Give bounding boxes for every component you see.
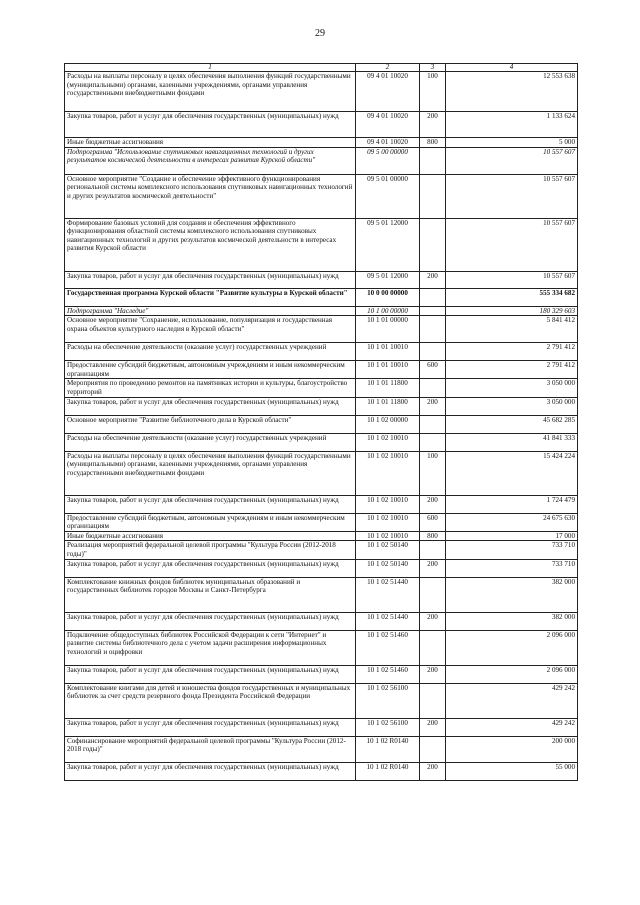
cell-type <box>420 306 446 316</box>
cell-code: 10 1 02 10010 <box>356 495 420 513</box>
cell-code: 10 1 02 10010 <box>356 531 420 541</box>
cell-amount: 12 553 638 <box>446 72 578 112</box>
cell-type <box>420 343 446 361</box>
cell-amount: 10 557 607 <box>446 218 578 271</box>
cell-type <box>420 147 446 174</box>
cell-type <box>420 577 446 612</box>
cell-amount: 17 000 <box>446 531 578 541</box>
table-row <box>65 495 578 513</box>
cell-code: 10 1 01 11800 <box>356 397 420 415</box>
table-row <box>65 379 578 397</box>
table-row <box>65 218 578 271</box>
cell-code: 10 1 02 51460 <box>356 665 420 683</box>
table-row <box>65 306 578 316</box>
cell-type: 200 <box>420 397 446 415</box>
cell-amount: 3 050 000 <box>446 397 578 415</box>
cell-name: Реализация мероприятий федеральной целевой программы "Культура России (2012-2018 годы)" <box>65 541 356 559</box>
cell-type: 800 <box>420 138 446 148</box>
cell-type <box>420 288 446 306</box>
cell-code: 10 0 00 00000 <box>356 288 420 306</box>
budget-table <box>64 63 578 781</box>
cell-amount: 41 841 333 <box>446 433 578 451</box>
cell-amount: 2 791 412 <box>446 343 578 361</box>
cell-name: Подпрограмма "Использование спутниковых навигационных технологий и других результатов космической деятельности в интересах развития Курской области" <box>65 147 356 174</box>
table-row <box>65 513 578 531</box>
cell-type <box>420 630 446 665</box>
cell-type: 200 <box>420 762 446 780</box>
cell-name: Расходы на выплаты персоналу в целях обеспечения выполнения функций государственными (муниципальными) органами, казенными учреждениями, органами управления государственными внебюджетными фондами <box>65 72 356 112</box>
table-body <box>65 72 578 781</box>
cell-type <box>420 174 446 218</box>
cell-name: Расходы на выплаты персоналу в целях обеспечения выполнения функций государственными (муниципальными) органами, казенными учреждениями, органами управления государственными внебюджетными фондами <box>65 451 356 495</box>
cell-type: 100 <box>420 72 446 112</box>
cell-code: 10 1 01 11800 <box>356 379 420 397</box>
table-row <box>65 397 578 415</box>
cell-type: 600 <box>420 361 446 379</box>
table-row <box>65 112 578 138</box>
table-row <box>65 316 578 343</box>
table-row <box>65 361 578 379</box>
cell-code: 10 1 02 10010 <box>356 451 420 495</box>
cell-name: Иные бюджетные ассигнования <box>65 138 356 148</box>
cell-name: Закупка товаров, работ и услуг для обеспечения государственных (муниципальных) нужд <box>65 718 356 736</box>
table-row <box>65 665 578 683</box>
cell-code: 10 1 02 56100 <box>356 718 420 736</box>
cell-code: 10 1 02 R0140 <box>356 736 420 762</box>
cell-code: 09 4 01 10020 <box>356 112 420 138</box>
cell-name: Закупка товаров, работ и услуг для обеспечения государственных (муниципальных) нужд <box>65 762 356 780</box>
cell-code: 09 5 01 12000 <box>356 218 420 271</box>
table-row <box>65 174 578 218</box>
cell-type <box>420 433 446 451</box>
cell-type: 200 <box>420 612 446 630</box>
cell-amount: 180 329 603 <box>446 306 578 316</box>
cell-amount: 733 710 <box>446 559 578 577</box>
cell-amount: 10 557 607 <box>446 147 578 174</box>
cell-name: Закупка товаров, работ и услуг для обеспечения государственных (муниципальных) нужд <box>65 612 356 630</box>
cell-name: Формирование базовых условий для создания и обеспечения эффективного функционирования областной системы комплексного использования спутниковых навигационных технологий и других результатов космической деятельности в интересах развития Курской области <box>65 218 356 271</box>
cell-name: Подпрограмма "Наследие" <box>65 306 356 316</box>
cell-type <box>420 218 446 271</box>
cell-name: Предоставление субсидий бюджетным, автономным учреждениям и иным некоммерческим организациям <box>65 361 356 379</box>
cell-name: Подключение общедоступных библиотек Российской Федерации к сети "Интернет" и развитие системы библиотечного дела с учетом задачи расширения информационных технологий и оцифровки <box>65 630 356 665</box>
cell-type <box>420 379 446 397</box>
cell-amount: 45 682 285 <box>446 415 578 433</box>
cell-code: 10 1 02 56100 <box>356 683 420 718</box>
cell-amount: 10 557 607 <box>446 174 578 218</box>
cell-name: Государственная программа Курской области "Развитие культуры в Курской области" <box>65 288 356 306</box>
cell-amount: 5 841 412 <box>446 316 578 343</box>
column-header-type: 3 <box>420 64 446 72</box>
cell-name: Расходы на обеспечение деятельности (оказание услуг) государственных учреждений <box>65 433 356 451</box>
cell-amount: 429 242 <box>446 683 578 718</box>
cell-amount: 2 096 000 <box>446 630 578 665</box>
cell-code: 10 1 02 51440 <box>356 612 420 630</box>
table-row <box>65 630 578 665</box>
table-row <box>65 147 578 174</box>
cell-code: 10 1 00 00000 <box>356 306 420 316</box>
column-header-code: 2 <box>356 64 420 72</box>
cell-name: Расходы на обеспечение деятельности (оказание услуг) государственных учреждений <box>65 343 356 361</box>
cell-amount: 24 675 630 <box>446 513 578 531</box>
cell-code: 10 1 02 51460 <box>356 630 420 665</box>
cell-type: 200 <box>420 112 446 138</box>
cell-name: Предоставление субсидий бюджетным, автономным учреждениям и иным некоммерческим организациям <box>65 513 356 531</box>
cell-name: Закупка товаров, работ и услуг для обеспечения государственных (муниципальных) нужд <box>65 665 356 683</box>
cell-amount: 2 791 412 <box>446 361 578 379</box>
table-row <box>65 612 578 630</box>
cell-type <box>420 541 446 559</box>
cell-amount: 15 424 224 <box>446 451 578 495</box>
cell-type <box>420 316 446 343</box>
cell-code: 10 1 02 50140 <box>356 541 420 559</box>
cell-code: 09 5 00 00000 <box>356 147 420 174</box>
cell-code: 10 1 02 10010 <box>356 513 420 531</box>
cell-amount: 1 724 479 <box>446 495 578 513</box>
cell-type: 200 <box>420 495 446 513</box>
cell-type: 600 <box>420 513 446 531</box>
column-header-amount: 4 <box>446 64 578 72</box>
table-row <box>65 72 578 112</box>
table-header-row <box>65 64 578 72</box>
cell-code: 10 1 02 10010 <box>356 433 420 451</box>
cell-type: 800 <box>420 531 446 541</box>
cell-code: 10 1 01 00000 <box>356 316 420 343</box>
cell-code: 10 1 02 50140 <box>356 559 420 577</box>
table-row <box>65 288 578 306</box>
cell-name: Закупка товаров, работ и услуг для обеспечения государственных (муниципальных) нужд <box>65 112 356 138</box>
cell-amount: 55 000 <box>446 762 578 780</box>
cell-name: Закупка товаров, работ и услуг для обеспечения государственных (муниципальных) нужд <box>65 397 356 415</box>
cell-code: 10 1 02 R0140 <box>356 762 420 780</box>
cell-amount: 555 334 682 <box>446 288 578 306</box>
cell-name: Основное мероприятие "Развитие библиотечного дела в Курской области" <box>65 415 356 433</box>
page-number: 29 <box>315 28 325 39</box>
cell-code: 10 1 02 51440 <box>356 577 420 612</box>
table-row <box>65 683 578 718</box>
table-row <box>65 138 578 148</box>
cell-name: Закупка товаров, работ и услуг для обеспечения государственных (муниципальных) нужд <box>65 495 356 513</box>
cell-name: Иные бюджетные ассигнования <box>65 531 356 541</box>
cell-code: 09 5 01 00000 <box>356 174 420 218</box>
cell-name: Основное мероприятие "Сохранение, использование, популяризация и государственная охрана объектов культурного наследия в Курской области" <box>65 316 356 343</box>
cell-amount: 3 050 000 <box>446 379 578 397</box>
cell-amount: 5 000 <box>446 138 578 148</box>
table-row <box>65 577 578 612</box>
cell-amount: 382 000 <box>446 577 578 612</box>
cell-code: 09 4 01 10020 <box>356 138 420 148</box>
cell-type: 200 <box>420 718 446 736</box>
table-row <box>65 531 578 541</box>
cell-type: 100 <box>420 451 446 495</box>
cell-code: 09 5 01 12000 <box>356 271 420 288</box>
table-row <box>65 433 578 451</box>
cell-type <box>420 736 446 762</box>
cell-amount: 10 557 607 <box>446 271 578 288</box>
cell-name: Закупка товаров, работ и услуг для обеспечения государственных (муниципальных) нужд <box>65 271 356 288</box>
cell-name: Мероприятия по проведению ремонтов на памятниках истории и культуры, благоустройство территорий <box>65 379 356 397</box>
table-row <box>65 736 578 762</box>
cell-amount: 1 133 624 <box>446 112 578 138</box>
table-row <box>65 451 578 495</box>
cell-type: 200 <box>420 665 446 683</box>
cell-name: Комплектование книгами для детей и юношества фондов государственных и муниципальных библиотек за счет средств резервного фонда Президента Российской Федерации <box>65 683 356 718</box>
cell-name: Софинансирование мероприятий федеральной целевой программы "Культура России (2012-2018 годы)" <box>65 736 356 762</box>
cell-amount: 2 096 000 <box>446 665 578 683</box>
cell-code: 10 1 01 10010 <box>356 343 420 361</box>
table-row <box>65 271 578 288</box>
cell-name: Комплектование книжных фондов библиотек муниципальных образований и государственных библиотек городов Москвы и Санкт-Петербурга <box>65 577 356 612</box>
table-row <box>65 718 578 736</box>
cell-amount: 200 000 <box>446 736 578 762</box>
cell-type: 200 <box>420 271 446 288</box>
table-row <box>65 343 578 361</box>
cell-type <box>420 415 446 433</box>
cell-amount: 733 710 <box>446 541 578 559</box>
cell-name: Основное мероприятие "Создание и обеспечение эффективного функционирования региональной системы комплексного использования спутниковых навигационных технологий и других результатов космической деятельности" <box>65 174 356 218</box>
cell-amount: 429 242 <box>446 718 578 736</box>
cell-type: 200 <box>420 559 446 577</box>
table-row <box>65 415 578 433</box>
cell-code: 10 1 02 00000 <box>356 415 420 433</box>
cell-code: 09 4 01 10020 <box>356 72 420 112</box>
cell-code: 10 1 01 10010 <box>356 361 420 379</box>
cell-name: Закупка товаров, работ и услуг для обеспечения государственных (муниципальных) нужд <box>65 559 356 577</box>
table-row <box>65 762 578 780</box>
cell-amount: 382 000 <box>446 612 578 630</box>
table-row <box>65 541 578 559</box>
cell-type <box>420 683 446 718</box>
column-header-name: 1 <box>65 64 356 72</box>
table-row <box>65 559 578 577</box>
